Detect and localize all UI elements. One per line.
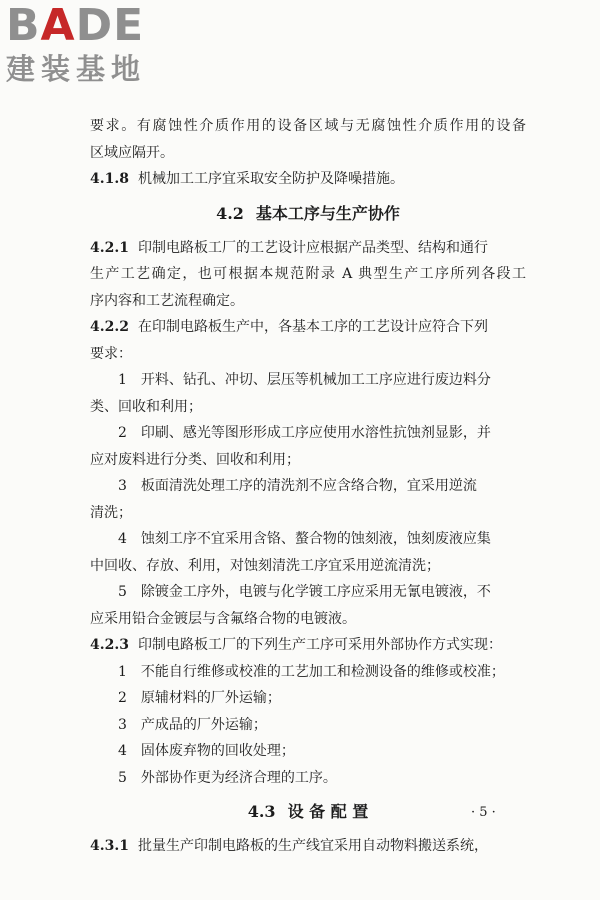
text-line: 要求。有腐蚀性介质作用的设备区域与无腐蚀性介质作用的设备 [90,118,526,134]
list-item: 2 印刷、感光等图形形成工序应使用水溶性抗蚀剂显影，并 [118,425,491,441]
text-line: 中回收、存放、利用，对蚀刻清洗工序宜采用逆流清洗； [90,557,440,574]
page-number: · 5 · [471,805,496,820]
list-item: 5 外部协作更为经济合理的工序。 [118,769,337,786]
clause-text: 在印制电路板生产中，各基本工序的工艺设计应符合下列 [138,319,488,335]
list-item: 1 开料、钻孔、冲切、层压等机械加工工序应进行废边料分 [118,372,491,388]
logo-letter-b: B [6,0,41,51]
list-item: 5 除镀金工序外，电镀与化学镀工序应采用无氰电镀液，不 [118,584,491,600]
clause-4-2-3 [90,632,526,659]
clause-number: 4.3.1 [90,838,129,854]
section-number: 4.2 [216,203,244,223]
list-item: 3 产成品的厂外运输； [118,716,267,733]
clause-4-1-8 [90,166,526,193]
text-line: 应对废料进行分类、回收和利用； [90,451,300,468]
section-number: 4.3 [247,802,276,821]
text-line: 要求： [90,345,132,362]
section-heading-4-2 [90,193,526,235]
list-item: 4 蚀刻工序不宜采用含铬、螯合物的蚀刻液，蚀刻废液应集 [118,531,491,547]
clause-text: 印制电路板工厂的工艺设计应根据产品类型、结构和通行 [138,239,488,256]
logo-subtitle: 建装基地 [6,52,147,86]
clause-text: 批量生产印制电路板的生产线宜采用自动物料搬送系统， [138,838,488,854]
clause-text: 印制电路板工厂的下列生产工序可采用外部协作方式实现： [138,637,502,653]
logo-letter-a: A [40,0,76,51]
list-item: 4 固体废弃物的回收处理； [118,743,295,759]
list-item: 2 原辅材料的厂外运输； [118,690,281,706]
clause-4-2-2 [90,314,526,341]
section-heading-4-3 [90,791,526,833]
list-item: 3 板面清洗处理工序的清洗剂不应含络合物，宜采用逆流 [118,478,477,494]
clause-4-2-1 [90,235,526,262]
text-line: 应采用铅合金镀层与含氟络合物的电镀液。 [90,610,356,627]
section-title: 设 备 配 置 [287,802,369,821]
text-line: 区域应隔开。 [90,144,174,161]
clause-number: 4.2.1 [90,239,129,256]
logo-wordmark [6,2,176,50]
clause-number: 4.2.3 [90,637,129,653]
clause-4-3-1 [90,833,526,860]
text-line: 类、回收和利用； [90,398,202,415]
bade-logo [6,2,176,92]
clause-number: 4.2.2 [90,319,129,335]
section-title: 基本工序与生产协作 [255,203,400,223]
list-item: 1 不能自行维修或校准的工艺加工和检测设备的维修或校准； [118,663,505,680]
logo-letters-de: DE [75,0,145,51]
text-line: 生产工艺确定，也可根据本规范附录 A 典型生产工序所列各段工 [90,266,526,282]
clause-number: 4.1.8 [90,171,129,187]
document-body [90,113,526,860]
text-line: 序内容和工艺流程确定。 [90,292,244,309]
text-line: 清洗； [90,504,132,521]
clause-text: 机械加工工序宜采取安全防护及降噪措施。 [138,171,404,187]
